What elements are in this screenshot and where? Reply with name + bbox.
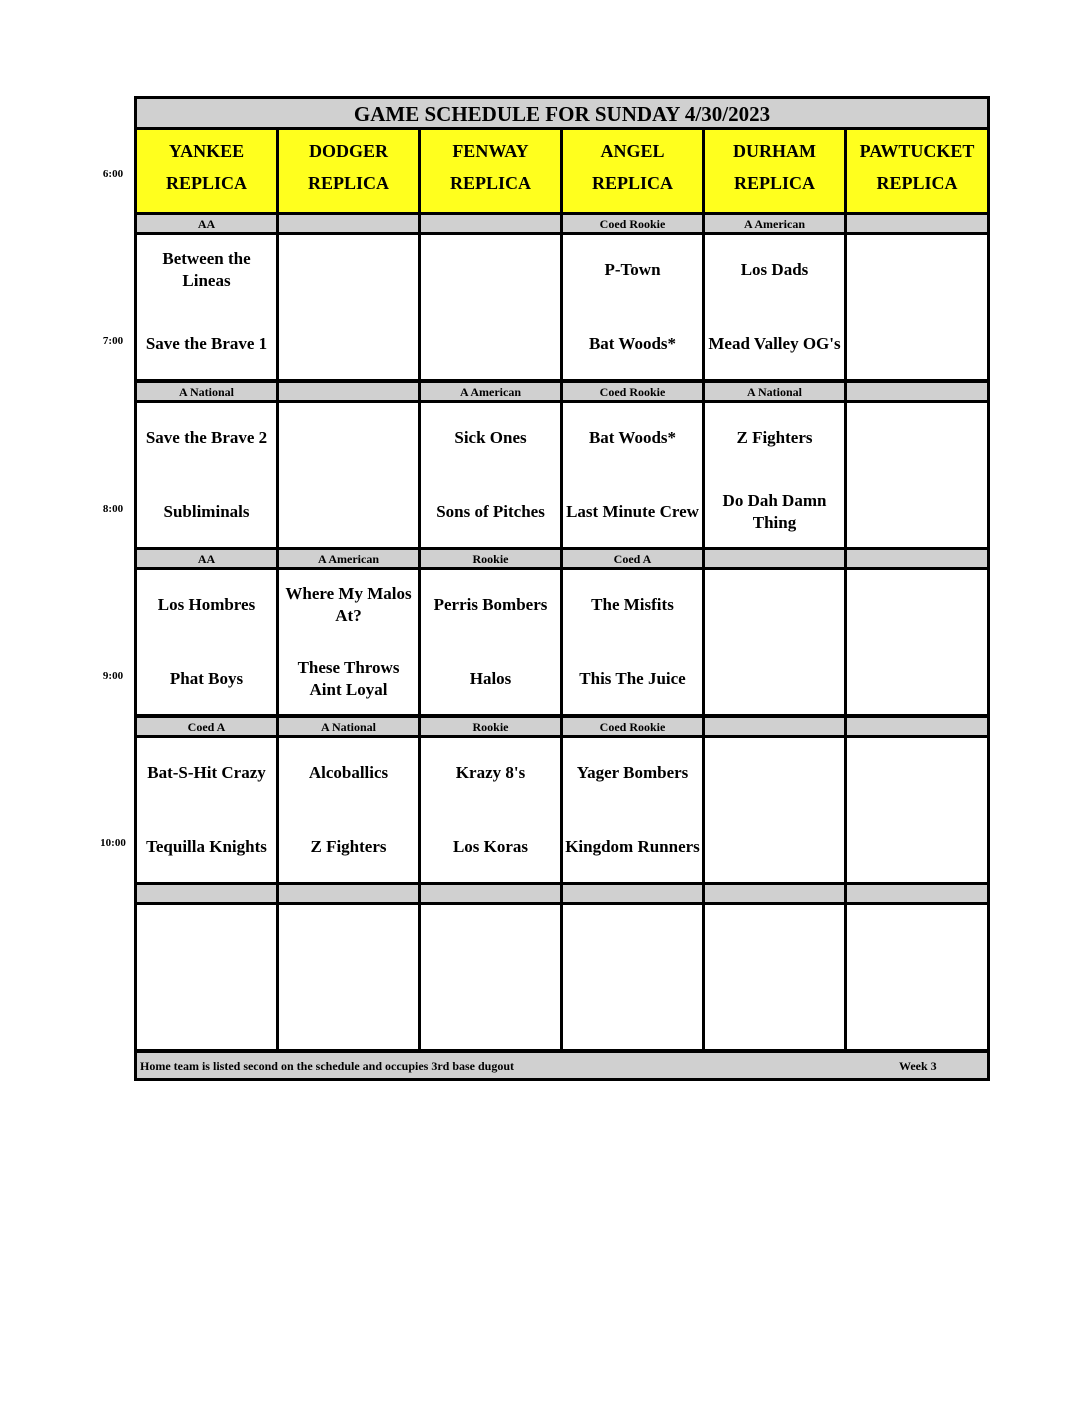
away-team	[279, 245, 418, 295]
away-team: Save the Brave 2	[145, 428, 268, 447]
field-name: ANGEL	[600, 141, 665, 161]
away-team: The Misfits	[591, 595, 674, 614]
game-cell	[847, 738, 987, 882]
game-cell	[137, 235, 276, 379]
field-name: DURHAM	[733, 141, 816, 161]
home-team	[847, 319, 987, 369]
division-label: A National	[279, 718, 418, 735]
home-team	[563, 989, 702, 1039]
field-name: YANKEE	[168, 141, 245, 161]
away-team	[279, 915, 418, 965]
division-label: Rookie	[421, 718, 560, 735]
division-label	[563, 885, 702, 902]
home-team: Z Fighters	[310, 837, 387, 856]
division-label	[847, 718, 987, 735]
away-team	[847, 245, 987, 295]
away-team	[847, 413, 987, 463]
division-label	[279, 383, 418, 400]
home-team	[847, 654, 987, 704]
division-label: AA	[137, 215, 276, 232]
game-cell	[137, 403, 276, 547]
division-label: A National	[137, 383, 276, 400]
home-team	[421, 319, 560, 369]
home-team-note: Home team is listed second on the schedule and occupies 3rd base dugout	[140, 1059, 515, 1073]
field-name: PAWTUCKET	[859, 141, 975, 161]
home-team: This The Juice	[579, 669, 686, 688]
away-team: P-Town	[604, 260, 661, 279]
home-team: Halos	[469, 669, 512, 688]
away-team	[421, 915, 560, 965]
home-team: Los Koras	[452, 837, 529, 856]
division-label	[847, 885, 987, 902]
home-team: Phat Boys	[169, 669, 244, 688]
home-team	[279, 319, 418, 369]
field-subtitle: REPLICA	[165, 173, 247, 193]
time-slot-label: 6:00	[102, 168, 124, 180]
time-slot-label: 10:00	[100, 837, 126, 849]
game-cell	[847, 403, 987, 547]
division-label	[847, 215, 987, 232]
division-label: AA	[137, 550, 276, 567]
game-cell	[705, 905, 844, 1049]
time-slot-label: 7:00	[102, 335, 124, 347]
division-label: Rookie	[421, 550, 560, 567]
field-header-5	[705, 130, 844, 212]
game-cell	[847, 235, 987, 379]
away-team: Where My Malos At?	[285, 584, 412, 625]
game-cell	[279, 738, 418, 882]
away-team	[705, 580, 844, 630]
division-label: Coed Rookie	[563, 718, 702, 735]
division-label: A National	[705, 383, 844, 400]
home-team	[279, 487, 418, 537]
division-label: Coed A	[563, 550, 702, 567]
home-team	[421, 989, 560, 1039]
schedule-footer	[137, 1053, 987, 1078]
away-team: Krazy 8's	[455, 763, 526, 782]
home-team	[847, 487, 987, 537]
home-team: Last Minute Crew	[566, 502, 699, 521]
field-header-6	[847, 130, 987, 212]
week-label: Week 3	[899, 1059, 937, 1073]
division-label	[421, 885, 560, 902]
field-subtitle: REPLICA	[449, 173, 531, 193]
game-cell	[563, 403, 702, 547]
game-cell	[421, 235, 560, 379]
home-team: Sons of Pitches	[436, 502, 545, 521]
field-subtitle: REPLICA	[591, 173, 673, 193]
home-team	[137, 989, 276, 1039]
game-cell	[279, 570, 418, 714]
schedule-table	[134, 96, 990, 1081]
game-cell	[563, 570, 702, 714]
game-cell	[421, 570, 560, 714]
game-cell	[279, 403, 418, 547]
field-header-4	[563, 130, 702, 212]
game-cell	[563, 738, 702, 882]
division-label: A American	[279, 550, 418, 567]
game-cell	[137, 738, 276, 882]
division-label	[421, 215, 560, 232]
away-team	[137, 915, 276, 965]
game-cell	[847, 905, 987, 1049]
home-team	[705, 654, 844, 704]
home-team: Kingdom Runners	[565, 837, 700, 856]
home-team: These Throws Aint Loyal	[297, 658, 400, 699]
away-team	[563, 915, 702, 965]
division-label: Coed Rookie	[563, 215, 702, 232]
game-cell	[705, 738, 844, 882]
home-team: Save the Brave 1	[145, 334, 268, 353]
away-team	[847, 915, 987, 965]
game-cell	[421, 738, 560, 882]
field-name: FENWAY	[452, 141, 529, 161]
division-label	[137, 885, 276, 902]
game-cell	[421, 403, 560, 547]
game-cell	[279, 235, 418, 379]
home-team	[705, 989, 844, 1039]
away-team	[705, 748, 844, 798]
away-team	[847, 748, 987, 798]
game-cell	[705, 403, 844, 547]
game-cell	[563, 905, 702, 1049]
time-slot-label: 9:00	[102, 670, 124, 682]
home-team: Mead Valley OG's	[708, 334, 841, 353]
home-team	[847, 989, 987, 1039]
away-team: Between the Lineas	[162, 249, 251, 290]
division-label: A American	[421, 383, 560, 400]
away-team: Yager Bombers	[576, 763, 689, 782]
division-label	[847, 383, 987, 400]
game-cell	[137, 905, 276, 1049]
division-label	[279, 885, 418, 902]
division-label	[847, 550, 987, 567]
field-subtitle: REPLICA	[733, 173, 815, 193]
away-team: Los Dads	[740, 260, 809, 279]
home-team	[847, 822, 987, 872]
division-label	[705, 550, 844, 567]
away-team: Sick Ones	[454, 428, 527, 447]
field-name: DODGER	[308, 141, 388, 161]
field-header-2	[279, 130, 418, 212]
game-cell	[421, 905, 560, 1049]
home-team: Do Dah Damn Thing	[722, 491, 827, 532]
division-label: A American	[705, 215, 844, 232]
home-team	[279, 989, 418, 1039]
game-cell	[705, 570, 844, 714]
away-team	[421, 245, 560, 295]
home-team: Bat Woods*	[588, 334, 677, 353]
away-team: Alcoballics	[308, 763, 389, 782]
field-subtitle: REPLICA	[307, 173, 389, 193]
game-cell	[847, 570, 987, 714]
game-cell	[137, 570, 276, 714]
away-team	[279, 413, 418, 463]
home-team: Subliminals	[163, 502, 250, 521]
field-subtitle: REPLICA	[876, 173, 958, 193]
away-team: Bat Woods*	[588, 428, 677, 447]
division-label: Coed Rookie	[563, 383, 702, 400]
away-team: Perris Bombers	[433, 595, 548, 614]
home-team	[705, 822, 844, 872]
game-cell	[563, 235, 702, 379]
field-header-3	[421, 130, 560, 212]
home-team: Tequilla Knights	[146, 837, 267, 856]
away-team: Z Fighters	[736, 428, 813, 447]
field-header-1	[137, 130, 276, 212]
game-cell	[705, 235, 844, 379]
division-label	[705, 718, 844, 735]
game-cell	[279, 905, 418, 1049]
schedule-title: GAME SCHEDULE FOR SUNDAY 4/30/2023	[137, 99, 987, 127]
division-label	[279, 215, 418, 232]
away-team	[847, 580, 987, 630]
away-team	[705, 915, 844, 965]
division-label: Coed A	[137, 718, 276, 735]
away-team: Los Hombres	[157, 595, 256, 614]
division-label	[705, 885, 844, 902]
away-team: Bat-S-Hit Crazy	[147, 763, 266, 782]
time-slot-label: 8:00	[102, 503, 124, 515]
